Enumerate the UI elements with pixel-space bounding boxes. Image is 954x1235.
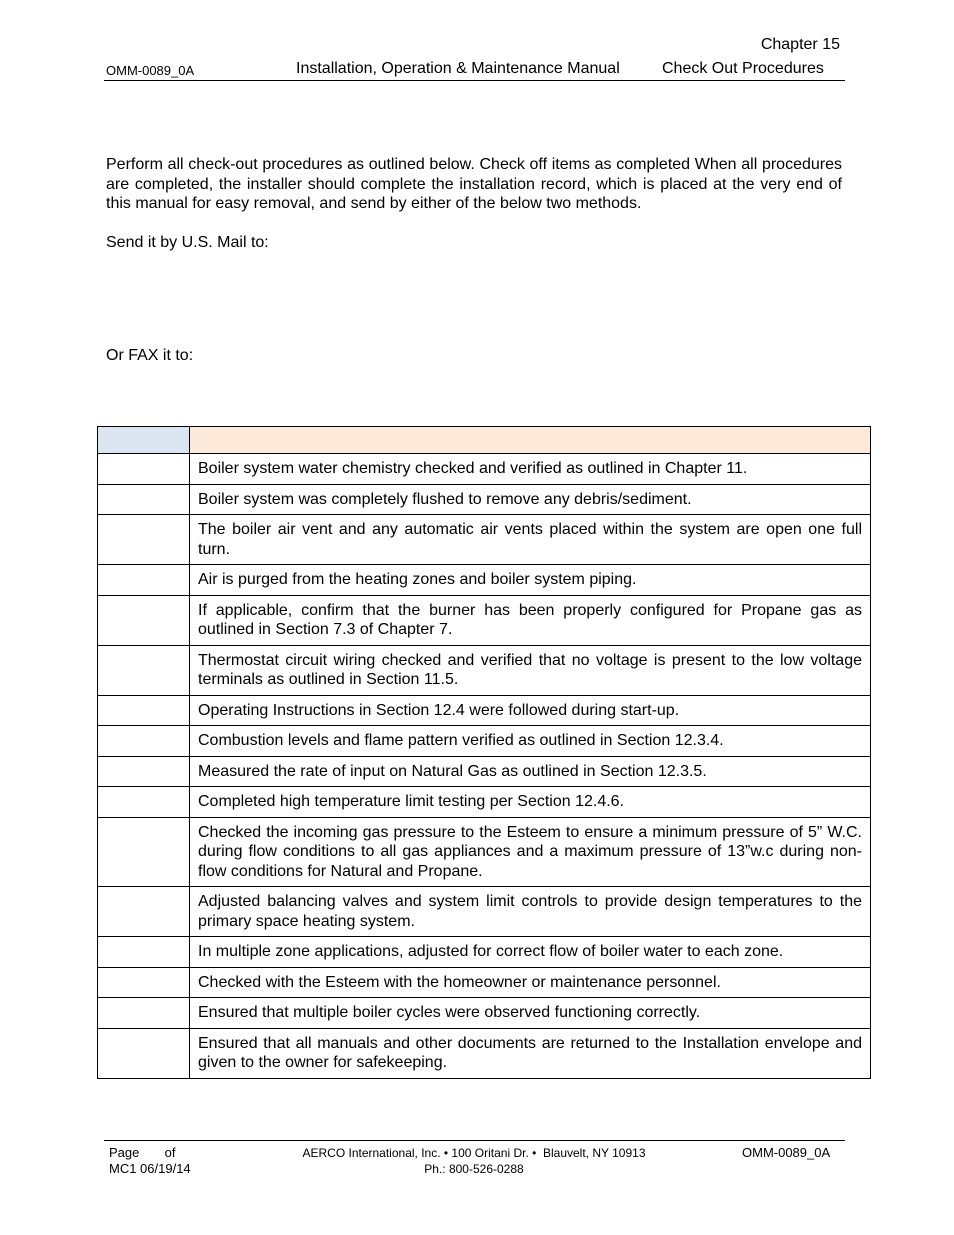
manual-title: Installation, Operation & Maintenance Manual bbox=[296, 60, 620, 77]
header-rule bbox=[104, 80, 845, 81]
procedure-description: Adjusted balancing valves and system limit controls to provide design temperatures to the primary space heating system. bbox=[190, 887, 871, 937]
footer-left bbox=[109, 1145, 191, 1177]
header-doc-id: OMM-0089_0A bbox=[106, 63, 195, 78]
procedure-description: Combustion levels and flame pattern verified as outlined in Section 12.3.4. bbox=[190, 726, 871, 757]
footer-rule bbox=[104, 1140, 845, 1141]
procedure-description: Ensured that multiple boiler cycles were observed functioning correctly. bbox=[190, 998, 871, 1029]
procedure-description: Boiler system was completely flushed to remove any debris/sediment. bbox=[190, 484, 871, 515]
fax-instruction: Or FAX it to: bbox=[106, 347, 194, 364]
check-cell[interactable] bbox=[98, 887, 190, 937]
check-cell[interactable] bbox=[98, 967, 190, 998]
mail-instruction: Send it by U.S. Mail to: bbox=[106, 234, 269, 251]
table-row bbox=[98, 817, 871, 887]
table-row bbox=[98, 595, 871, 645]
check-cell[interactable] bbox=[98, 695, 190, 726]
table-header-row bbox=[98, 427, 871, 454]
procedure-description: If applicable, confirm that the burner has been properly configured for Propane gas as outlined in Section 7.3 of Chapter 7. bbox=[190, 595, 871, 645]
procedure-description: The boiler air vent and any automatic air vents placed within the system are open one full turn. bbox=[190, 515, 871, 565]
procedure-description: Checked the incoming gas pressure to the Esteem to ensure a minimum pressure of 5” W.C. during flow conditions to all gas appliances and a maximum pressure of 13”w.c during non-flow conditions for Natural and Propane. bbox=[190, 817, 871, 887]
revision: MC1 06/19/14 bbox=[109, 1161, 191, 1176]
procedure-description: Checked with the Esteem with the homeowner or maintenance personnel. bbox=[190, 967, 871, 998]
procedure-description: Thermostat circuit wiring checked and verified that no voltage is present to the low voltage terminals as outlined in Section 11.5. bbox=[190, 645, 871, 695]
procedure-description: Measured the rate of input on Natural Gas as outlined in Section 12.3.5. bbox=[190, 756, 871, 787]
check-header-cell bbox=[98, 427, 190, 454]
check-cell[interactable] bbox=[98, 756, 190, 787]
check-cell[interactable] bbox=[98, 998, 190, 1029]
check-cell[interactable] bbox=[98, 484, 190, 515]
chapter-label: Chapter 15 bbox=[760, 36, 840, 53]
section-title: Check Out Procedures bbox=[662, 60, 824, 77]
check-cell[interactable] bbox=[98, 787, 190, 818]
table-row bbox=[98, 756, 871, 787]
check-cell[interactable] bbox=[98, 1028, 190, 1078]
check-cell[interactable] bbox=[98, 595, 190, 645]
table-row bbox=[98, 937, 871, 968]
procedure-description: Ensured that all manuals and other documents are returned to the Installation envelope and given to the owner for safekeeping. bbox=[190, 1028, 871, 1078]
company-address: AERCO International, Inc. • 100 Oritani Dr. • Blauvelt, NY 10913 bbox=[302, 1146, 646, 1160]
check-cell[interactable] bbox=[98, 726, 190, 757]
table-row bbox=[98, 1028, 871, 1078]
procedure-description: Boiler system water chemistry checked and verified as outlined in Chapter 11. bbox=[190, 454, 871, 485]
check-cell[interactable] bbox=[98, 817, 190, 887]
table-row bbox=[98, 565, 871, 596]
table-row bbox=[98, 726, 871, 757]
table-row bbox=[98, 454, 871, 485]
procedure-description: Completed high temperature limit testing per Section 12.4.6. bbox=[190, 787, 871, 818]
table-row bbox=[98, 645, 871, 695]
footer-doc-id: OMM-0089_0A bbox=[742, 1145, 831, 1160]
table-row bbox=[98, 515, 871, 565]
procedure-description: Air is purged from the heating zones and boiler system piping. bbox=[190, 565, 871, 596]
check-cell[interactable] bbox=[98, 515, 190, 565]
check-cell[interactable] bbox=[98, 454, 190, 485]
table-row bbox=[98, 695, 871, 726]
table-row bbox=[98, 484, 871, 515]
table-row bbox=[98, 967, 871, 998]
procedure-description: In multiple zone applications, adjusted for correct flow of boiler water to each zone. bbox=[190, 937, 871, 968]
check-cell[interactable] bbox=[98, 937, 190, 968]
page-number: Page of bbox=[109, 1145, 176, 1160]
check-cell[interactable] bbox=[98, 645, 190, 695]
description-header-cell bbox=[190, 427, 871, 454]
footer-center bbox=[260, 1145, 688, 1177]
checkout-table bbox=[97, 426, 871, 1079]
procedure-description: Operating Instructions in Section 12.4 were followed during start-up. bbox=[190, 695, 871, 726]
table-row bbox=[98, 998, 871, 1029]
table-row bbox=[98, 887, 871, 937]
company-phone: Ph.: 800-526-0288 bbox=[424, 1162, 524, 1176]
table-row bbox=[98, 787, 871, 818]
intro-paragraph: Perform all check-out procedures as outlined below. Check off items as completed When all procedures are completed, the installer should complete the installation record, which is placed at the very end of this manual for easy removal, and send by either of the below two methods. bbox=[106, 156, 842, 212]
check-cell[interactable] bbox=[98, 565, 190, 596]
